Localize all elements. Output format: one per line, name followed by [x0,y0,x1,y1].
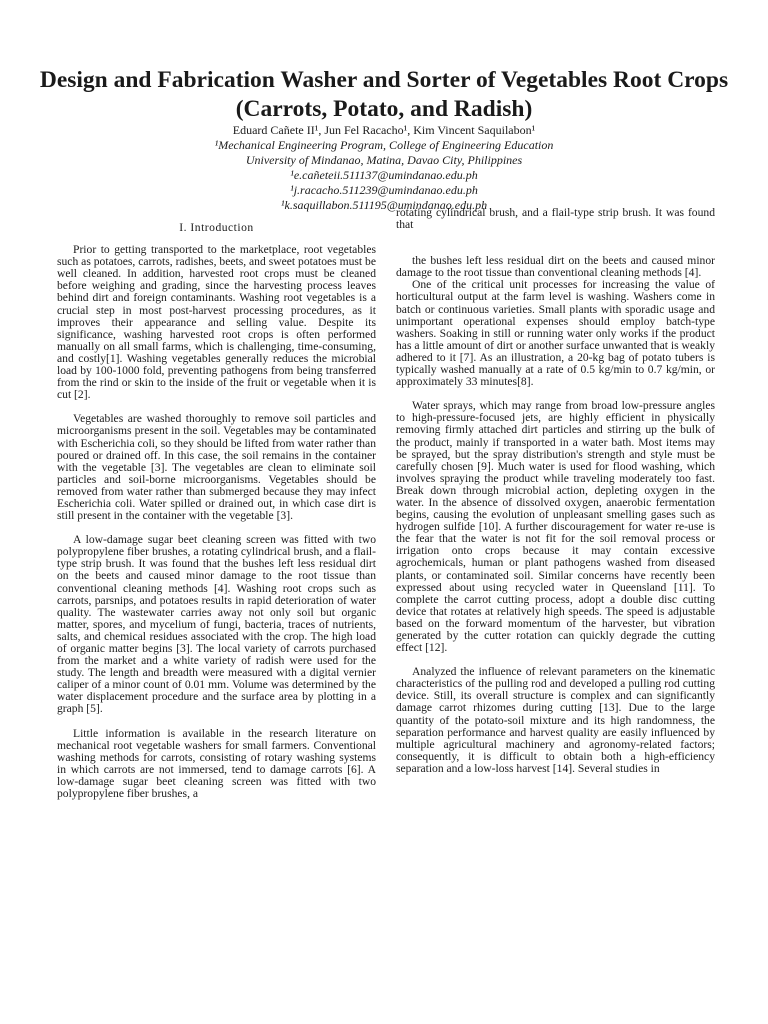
left-column [57,222,376,800]
paragraph: Little information is available in the research literature on mechanical root vegetable washers for small farmers. Conventional washing methods for carrots, consisting of rotary washing systems in which carrots are not immersed, tend to damage carrots [6]. A low-damage sugar beet cleaning screen was fitted with two polypropylene fiber brushes, a [57,726,376,801]
paragraph: A low-damage sugar beet cleaning screen was fitted with two polypropylene fiber brushes, a rotating cylindrical brush, and a flail-type strip brush. It was found that the bushes left less residual dirt on the beets and caused minor damage to the root tissue than conventional cleaning methods [4]. Washing root crops such as carrots, parsnips, and potatoes results in rapid deterioration of water quality. The wastewater carries away not only soil but organic matter, spores, and mycelium of fungi, bacteria, traces of nutrients, salts, and chemical residues associated with the crop. The high load of organic matter begins [3]. The local variety of carrots purchased from the market and a white variety of radish were used for the study. The length and breadth were measured with a digital vernier caliper of a minor count of 0.01 mm. Volume was determined by the water displacement procedure and the surface area by plotting in a graph [5]. [57,533,376,716]
paper-title: Design and Fabrication Washer and Sorter of Vegetables Root Crops (Carrots, Potato, and Radish) [39,67,729,122]
affiliation-program: ¹Mechanical Engineering Program, College of Engineering Education [214,138,554,152]
author-email: ¹e.cañeteii.511137@umindanao.edu.ph [290,168,478,182]
paragraph: One of the critical unit processes for increasing the value of horticultural output at the farm level is washing. Washers come in batch or continuous varieties. Small plants with sporadic usage and unimportant operational expenses should employ batch-type washers. Soaking in still or running water only works if the product has a little amount of dirt or another surface unwanted that is weakly adhered to it [7]. As an illustration, a 20-kg bag of potato tubers is typically washed manually at a rate of 0.5 kg/min to 0.7 kg/min, or approximately 33 minutes[8]. [396,278,715,389]
paragraph: Water sprays, which may range from broad low-pressure angles to high-pressure-focused jets, are highly efficient in physically removing firmly attached dirt particles and stirring up the bulk of the product, mainly if transported in a water bath. Most items may be sprayed, but the spray distribution's strength and style must be carefully chosen [9]. Much water is used for flood washing, which involves spraying the product while traveling moderately too fast. Break down through microbial action, depleting oxygen in the water. In the absence of dissolved oxygen, anaerobic fermentation begins, causing the evolution of unpleasant smelling gases such as hydrogen sulfide [10]. A further discouragement for water re-use is the fear that the water is not fit for the soil removal process or irrigation onto crops because it may contain excessive agrochemicals, human or plant pathogens washed from diseased plants, or contaminated soil. Similar concerns have recently been expressed about using recycled water in Queensland [11]. To complete the carrot cutting process, adopt a double disc cutting device that rotates at relatively high speeds. The speed is adjustable based on the forward momentum of the harvester, but vibration generated by the cutter rotation can quickly degrade the cutting effect [12]. [396,399,715,655]
author-email: ¹k.saquillabon.511195@umindanao.edu.ph [280,198,488,212]
paragraph-continuation: rotating cylindrical brush, and a flail-type strip brush. It was found that [396,206,715,232]
right-column [396,207,715,775]
paragraph: Prior to getting transported to the marketplace, root vegetables such as potatoes, carrots, radishes, beets, and sweet potatoes must be well cleaned. In addition, harvested root crops must be cleaned before weighing and grading, since the harvesting process leaves behind dirt and foreign contaminants. Washing root vegetables is a crucial step in most post-harvest processing procedures, as it improves their appearance and selling value. Despite its significance, washing harvested root crops is often performed manually on all small farms, which is challenging, time-consuming, and costly[1]. Washing vegetables generally reduces the microbial load by 100-1000 fold, preventing pathogens from being transferred from the rind or skin to the inside of the fruit or vegetable when it is cut [2]. [57,243,376,402]
paragraph: Analyzed the influence of relevant parameters on the kinematic characteristics of the pulling rod and developed a pulling rod cutting device. Still, its overall structure is complex and can significantly damage carrot rhizomes during cutting [13]. Due to the large quantity of the potato-soil mixture and its high randomness, the separation performance and harvest quality are easily influenced by multiple agricultural machinery and agronomy-related factors; consequently, it is difficult to obtain both a high-efficiency separation and a low-loss harvest [14]. Several studies in [396,665,715,775]
paragraph: the bushes left less residual dirt on the beets and caused minor damage to the root tissue than conventional cleaning methods [4]. [396,254,715,280]
paragraph: Vegetables are washed thoroughly to remove soil particles and microorganisms present in the soil. Vegetables may be contaminated with Escherichia coli, so they should be lifted from water rather than poured or drained off. In this case, the soil remains in the container with the vegetable [3]. The vegetables are clean to eliminate soil particles and soil-borne microorganisms. Vegetables should be removed from water rather than submerged because they may infect Escherichia coli. Water spilled or drained out, in which case dirt is still present in the container with the vegetable [3]. [57,412,376,523]
affiliation-university: University of Mindanao, Matina, Davao City, Philippines [245,153,523,167]
section-heading: I. Introduction [179,221,254,234]
author-email: ¹j.racacho.511239@umindanao.edu.ph [290,183,478,197]
author-list: Eduard Cañete II¹, Jun Fel Racacho¹, Kim Vincent Saquilabon¹ [232,123,536,137]
